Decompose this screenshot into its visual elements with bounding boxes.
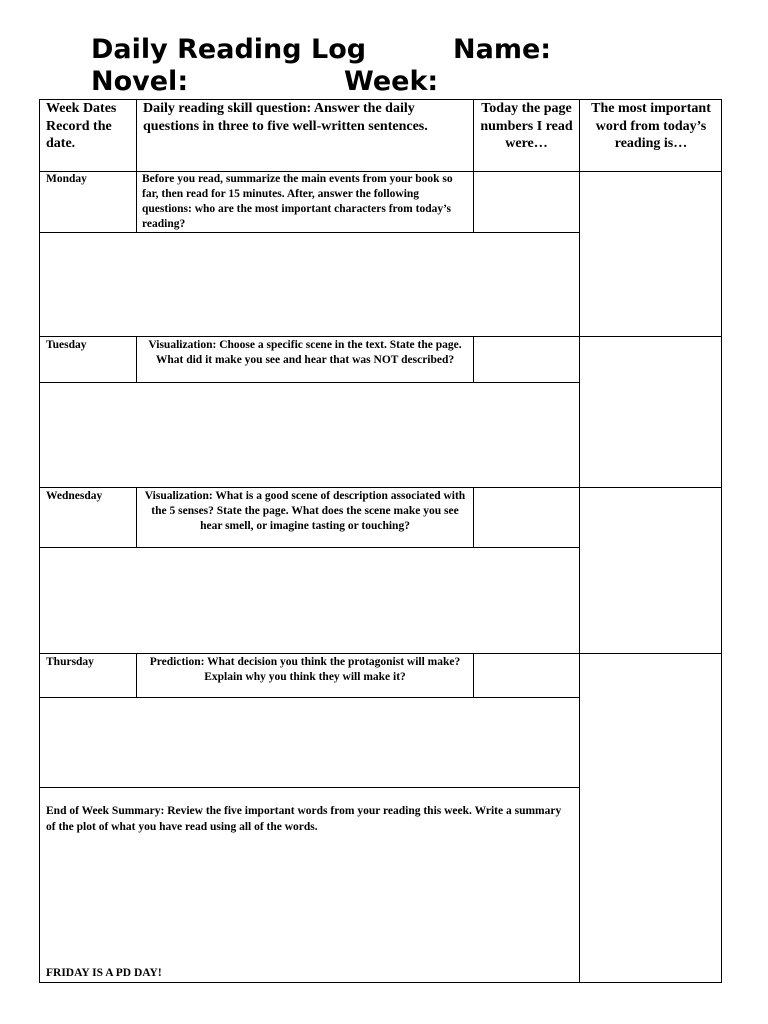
header-word: The most important word from today’s reading is… — [591, 101, 711, 151]
summary-prompt: End of Week Summary: Review the five important words from your reading this week. Write a summary of the plot of what you have read using all of the words. — [46, 805, 562, 833]
week-label: Week: — [344, 66, 439, 97]
col-sep-1 — [136, 99, 137, 233]
col-sep-1-tue — [136, 336, 137, 382]
log-title: Daily Reading Log — [91, 34, 367, 65]
col-sep-2-wed — [473, 487, 474, 548]
friday-note: FRIDAY IS A PD DAY! — [46, 967, 162, 979]
day-label-monday: Monday — [46, 173, 87, 185]
tuesday-row-bottom — [39, 487, 722, 488]
day-label-tuesday: Tuesday — [46, 339, 87, 351]
col-sep-2-thu — [473, 653, 474, 698]
wednesday-prompt-bottom — [39, 547, 580, 548]
header-pages: Today the page numbers I read were… — [480, 101, 573, 151]
col-sep-1-thu — [136, 653, 137, 698]
header-question: Daily reading skill question: Answer the daily questions in three to five well-written sentences. — [143, 101, 428, 134]
table-border-right — [721, 99, 722, 983]
novel-label: Novel: — [91, 66, 189, 97]
prompt-tuesday: Visualization: Choose a specific scene in the text. State the page. What did it make you see and hear that was NOT described? — [148, 339, 462, 366]
thursday-prompt-bottom — [39, 697, 580, 698]
monday-prompt-bottom — [39, 232, 580, 233]
day-label-wednesday: Wednesday — [46, 490, 103, 502]
header-week-dates: Week Dates Record the date. — [46, 101, 117, 151]
wednesday-row-bottom — [39, 653, 722, 654]
monday-row-bottom — [39, 336, 722, 337]
thursday-row-bottom — [39, 787, 580, 788]
col-sep-1-wed — [136, 487, 137, 548]
prompt-thursday: Prediction: What decision you think the protagonist will make? Explain why you think they will make it? — [149, 656, 461, 683]
col-sep-2-tue — [473, 336, 474, 382]
day-label-thursday: Thursday — [46, 656, 94, 668]
name-label: Name: — [453, 34, 552, 65]
tuesday-prompt-bottom — [39, 382, 580, 383]
prompt-monday: Before you read, summarize the main events from your book so far, then read for 15 minutes. After, answer the following questions: who are the most important characters from today’s reading? — [142, 173, 453, 230]
prompt-wednesday: Visualization: What is a good scene of description associated with the 5 senses? State the page. What does the scene make you see hear smell, or imagine tasting or touching? — [144, 490, 466, 532]
table-border-bottom — [39, 982, 722, 983]
